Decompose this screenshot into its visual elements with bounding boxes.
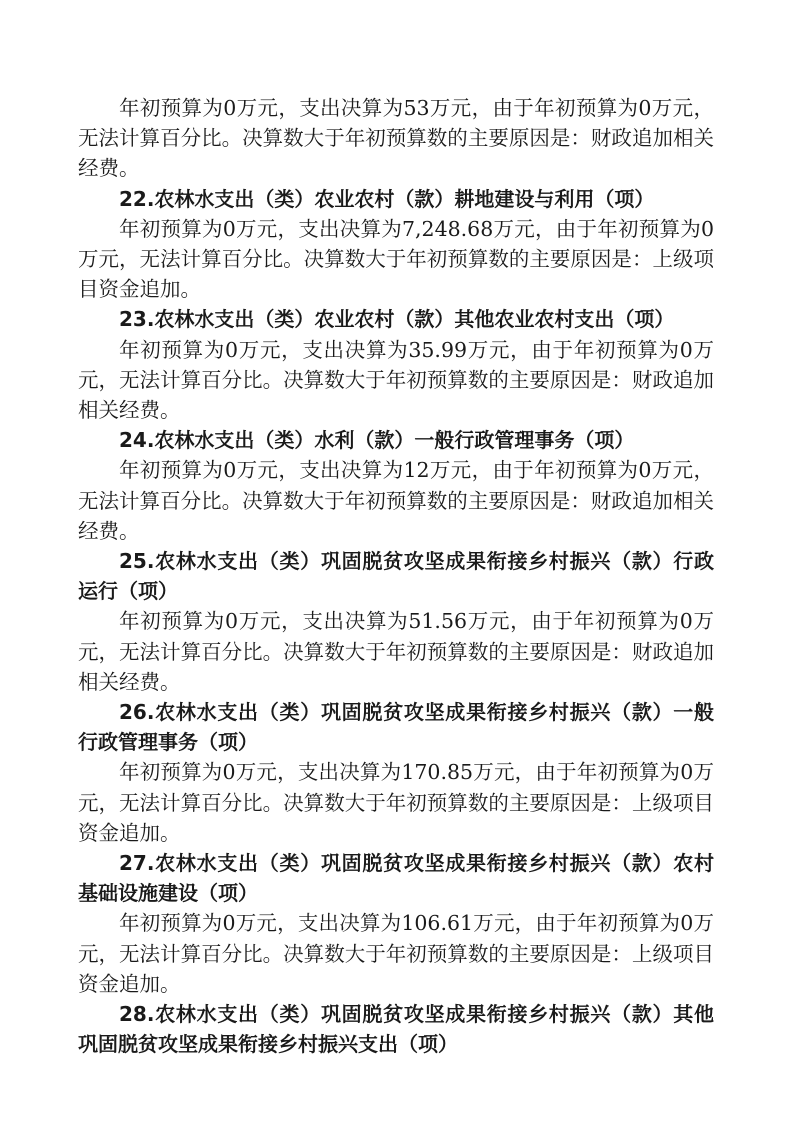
section-heading-28: 28.农林水支出（类）巩固脱贫攻坚成果衔接乡村振兴（款）其他巩固脱贫攻坚成果衔接乡村振兴支出（项） bbox=[78, 1002, 714, 1057]
paragraph-26: 年初预算为0万元，支出决算为170.85万元，由于年初预算为0万元，无法计算百分比。决算数大于年初预算数的主要原因是：上级项目资金追加。 bbox=[78, 760, 714, 845]
section-heading-25: 25.农林水支出（类）巩固脱贫攻坚成果衔接乡村振兴（款）行政运行（项） bbox=[78, 549, 714, 604]
section-heading-26: 26.农林水支出（类）巩固脱贫攻坚成果衔接乡村振兴（款）一般行政管理事务（项） bbox=[78, 700, 714, 755]
paragraph-24: 年初预算为0万元，支出决算为12万元，由于年初预算为0万元，无法计算百分比。决算数大于年初预算数的主要原因是：财政追加相关经费。 bbox=[78, 458, 714, 543]
paragraph-22: 年初预算为0万元，支出决算为7,248.68万元，由于年初预算为0万元，无法计算百分比。决算数大于年初预算数的主要原因是：上级项目资金追加。 bbox=[78, 216, 714, 302]
document-body bbox=[78, 93, 714, 1060]
paragraph-27: 年初预算为0万元，支出决算为106.61万元，由于年初预算为0万元，无法计算百分比。决算数大于年初预算数的主要原因是：上级项目资金追加。 bbox=[78, 911, 714, 996]
paragraph-25: 年初预算为0万元，支出决算为51.56万元，由于年初预算为0万元，无法计算百分比。决算数大于年初预算数的主要原因是：财政追加相关经费。 bbox=[78, 609, 714, 694]
section-heading-24: 24.农林水支出（类）水利（款）一般行政管理事务（项） bbox=[119, 428, 635, 453]
section-heading-27: 27.农林水支出（类）巩固脱贫攻坚成果衔接乡村振兴（款）农村基础设施建设（项） bbox=[78, 851, 714, 906]
paragraph-1: 年初预算为0万元，支出决算为53万元，由于年初预算为0万元，无法计算百分比。决算数大于年初预算数的主要原因是：财政追加相关经费。 bbox=[78, 96, 714, 181]
section-heading-23: 23.农林水支出（类）农业农村（款）其他农业农村支出（项） bbox=[119, 307, 675, 332]
section-heading-22: 22.农林水支出（类）农业农村（款）耕地建设与利用（项） bbox=[119, 186, 655, 211]
paragraph-23: 年初预算为0万元，支出决算为35.99万元，由于年初预算为0万元，无法计算百分比。决算数大于年初预算数的主要原因是：财政追加相关经费。 bbox=[78, 337, 714, 423]
